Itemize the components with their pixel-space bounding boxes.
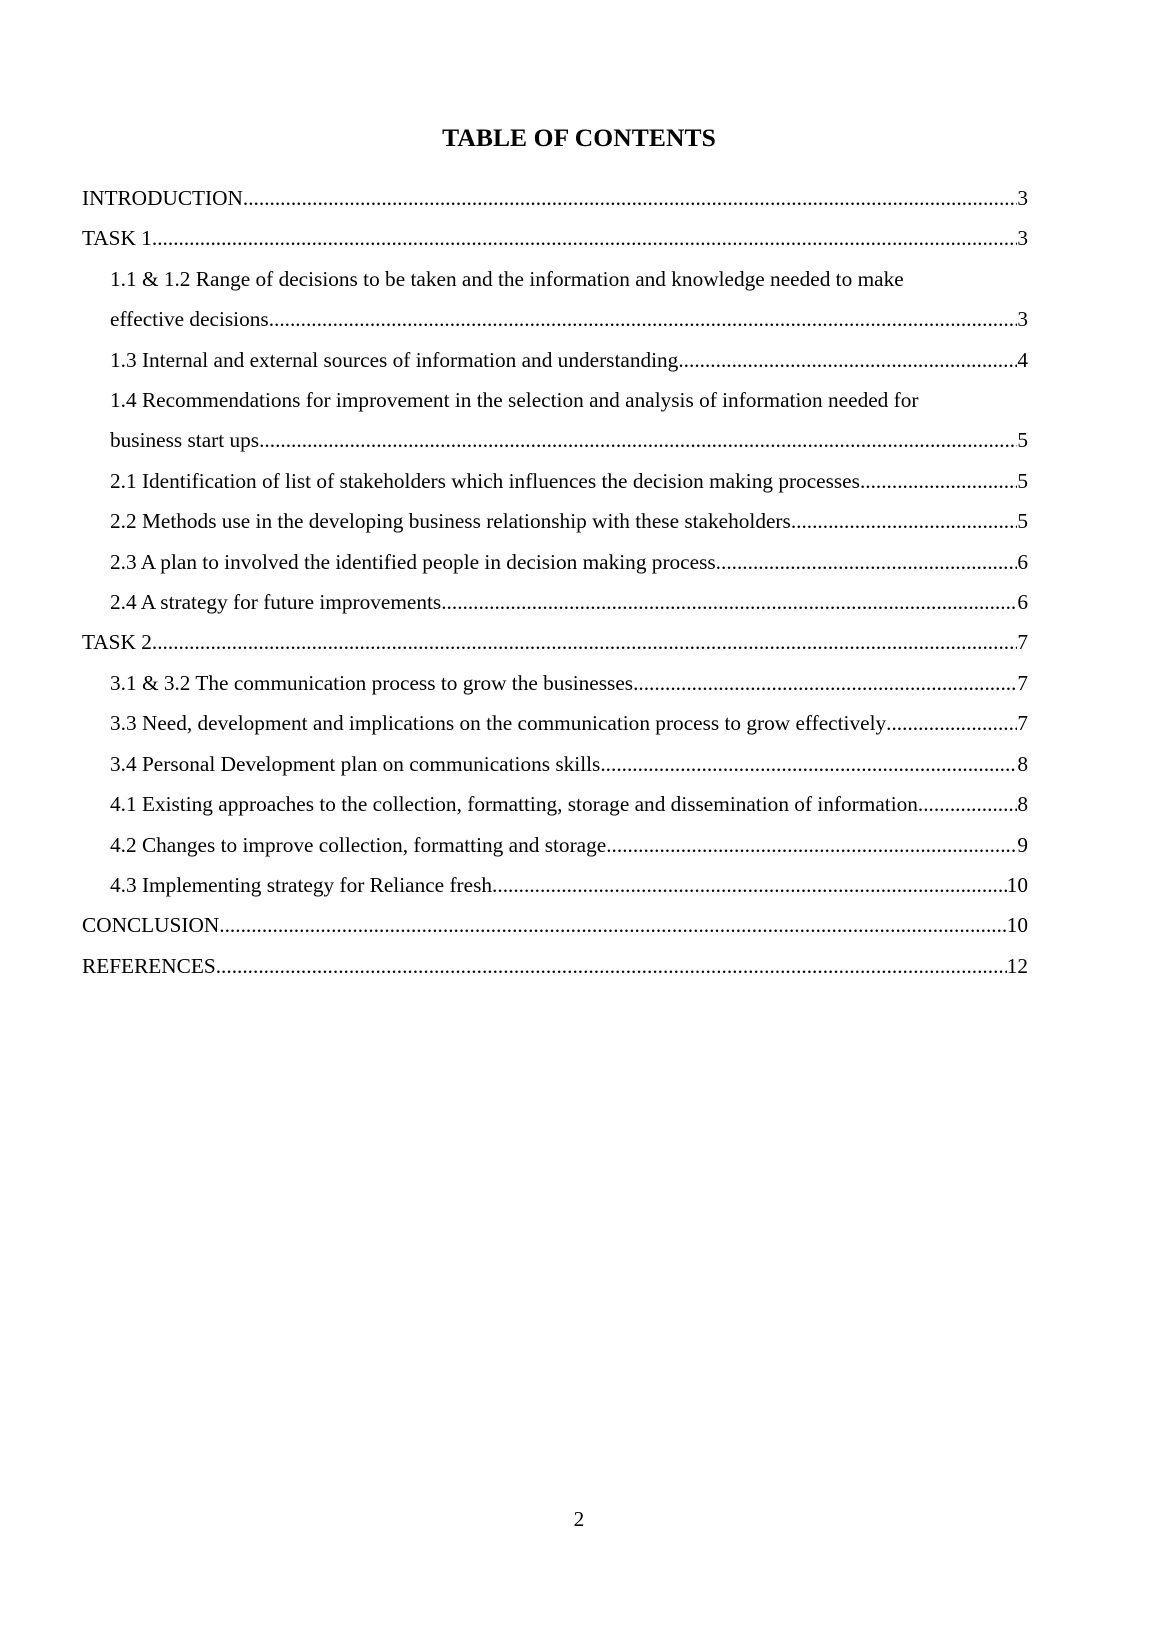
toc-entry-text-line: 1.1 & 1.2 Range of decisions to be taken and the information and knowledge needed to make: [110, 266, 904, 291]
toc-entry-page-number: 8: [1017, 792, 1028, 817]
dot-leader: [152, 622, 1017, 662]
toc-entry-label: 2.3 A plan to involved the identified people in decision making process: [110, 549, 716, 574]
toc-entry-page-number: 3: [1017, 226, 1028, 251]
toc-entry[interactable]: [82, 946, 1028, 986]
toc-entry-line: [110, 865, 1028, 905]
toc-entry[interactable]: [82, 744, 1028, 784]
dot-leader: [633, 663, 1017, 703]
dot-leader: [259, 420, 1017, 460]
toc-title: TABLE OF CONTENTS: [442, 123, 716, 152]
toc-entry[interactable]: [82, 340, 1028, 380]
toc-entry-line: [82, 946, 1028, 986]
toc-entry-label: business start ups: [110, 428, 260, 453]
dot-leader: [860, 461, 1017, 501]
toc-entry[interactable]: [82, 622, 1028, 662]
toc-entry-label: TASK 1: [82, 226, 152, 251]
toc-entry-label: INTRODUCTION: [82, 186, 243, 210]
toc-entry-page-number: 10: [1006, 913, 1028, 938]
toc-entry[interactable]: [82, 259, 1028, 340]
dot-leader: [678, 340, 1017, 380]
dot-leader: [886, 703, 1017, 743]
toc-entry-page-number: 9: [1017, 832, 1028, 857]
toc-entry-page-number: 5: [1017, 468, 1028, 493]
dot-leader: [600, 744, 1017, 784]
toc-entry[interactable]: [82, 501, 1028, 541]
dot-leader: [791, 501, 1018, 541]
toc-entry-page-number: 7: [1017, 630, 1028, 655]
dot-leader: [492, 865, 1007, 905]
toc-entry-line: [82, 622, 1028, 662]
dot-leader: [152, 218, 1017, 258]
toc-entry-label: 1.3 Internal and external sources of information and understanding: [110, 347, 679, 372]
dot-leader: [269, 299, 1018, 339]
toc-entry-line: [110, 461, 1028, 501]
toc-entry-label: 4.1 Existing approaches to the collection, formatting, storage and dissemination of information.: [110, 792, 924, 817]
toc-entry[interactable]: [82, 542, 1028, 582]
dot-leader: [923, 784, 1017, 824]
toc-entry[interactable]: [82, 784, 1028, 824]
toc-entry-page-number: 5: [1017, 509, 1028, 534]
dot-leader: [441, 582, 1017, 622]
toc-entry[interactable]: [82, 905, 1028, 945]
toc-entry-line: [82, 218, 1028, 258]
toc-entry-line: [110, 582, 1028, 622]
toc-entry[interactable]: [82, 865, 1028, 905]
toc-entry[interactable]: [82, 703, 1028, 743]
toc-entry-label: 2.2 Methods use in the developing business relationship with these stakeholders: [110, 509, 791, 534]
toc-entry-page-number: 5: [1017, 428, 1028, 453]
toc-entry-page-number: 7: [1017, 711, 1028, 736]
toc-entry-label: REFERENCES: [82, 953, 216, 978]
toc-entry[interactable]: [82, 663, 1028, 703]
toc-entry-label: TASK 2: [82, 630, 152, 655]
toc-entry-page-number: 6: [1017, 590, 1028, 615]
toc-entry-page-number: 6: [1017, 549, 1028, 574]
toc-entry-label: 2.1 Identification of list of stakeholders which influences the decision making processes: [110, 468, 860, 493]
dot-leader: [243, 178, 1017, 218]
dot-leader: [716, 542, 1018, 582]
toc-entry-line: [110, 663, 1028, 703]
table-of-contents: [82, 178, 1028, 986]
toc-entry-line: [110, 703, 1028, 743]
toc-entry-line: [110, 744, 1028, 784]
toc-entry-page-number: 10: [1006, 872, 1028, 897]
toc-entry-label: 3.3 Need, development and implications on the communication process to grow effectively: [110, 711, 887, 736]
toc-entry-page-number: 4: [1017, 347, 1028, 372]
toc-entry-label: 4.3 Implementing strategy for Reliance fresh: [110, 872, 493, 897]
toc-entry[interactable]: [82, 178, 1028, 218]
toc-entry-page-number: 3: [1017, 307, 1028, 332]
toc-entry-label: 4.2 Changes to improve collection, formatting and storage: [110, 832, 607, 857]
toc-entry-line: [82, 178, 1028, 218]
dot-leader: [216, 946, 1007, 986]
toc-entry[interactable]: [82, 582, 1028, 622]
toc-entry-label: 2.4 A strategy for future improvements: [110, 590, 442, 615]
toc-entry-label: 3.1 & 3.2 The communication process to grow the businesses: [110, 670, 634, 695]
dot-leader: [606, 825, 1017, 865]
toc-entry-line: [110, 340, 1028, 380]
dot-leader: [219, 905, 1006, 945]
toc-entry-page-number: 3: [1017, 186, 1028, 210]
toc-entry-line: [110, 420, 1028, 460]
toc-entry-label: 3.4 Personal Development plan on communications skills: [110, 751, 601, 776]
toc-entry-line: [110, 299, 1028, 339]
toc-entry-line: [82, 905, 1028, 945]
toc-entry-line: [110, 784, 1028, 824]
toc-entry-page-number: 8: [1017, 751, 1028, 776]
toc-entry-page-number: 7: [1017, 670, 1028, 695]
toc-entry-line: [110, 542, 1028, 582]
toc-entry-label: CONCLUSION: [82, 913, 220, 938]
toc-entry[interactable]: [82, 218, 1028, 258]
toc-entry[interactable]: [82, 461, 1028, 501]
toc-entry[interactable]: [82, 825, 1028, 865]
toc-entry[interactable]: [82, 380, 1028, 461]
toc-entry-line: [110, 825, 1028, 865]
toc-entry-text-line: 1.4 Recommendations for improvement in the selection and analysis of information needed for: [110, 388, 919, 413]
toc-entry-label: effective decisions: [110, 307, 269, 332]
toc-entry-line: [110, 501, 1028, 541]
toc-entry-page-number: 12: [1006, 953, 1028, 978]
page-number: 2: [573, 1507, 585, 1531]
